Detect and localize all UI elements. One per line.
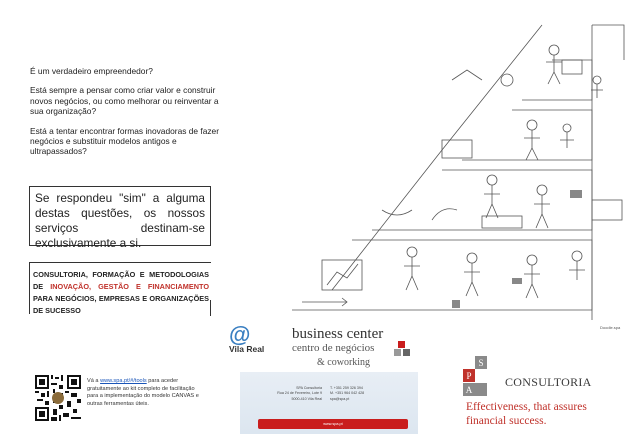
spa-tagline-line2: financial success. bbox=[466, 415, 547, 427]
illustration-credit: Doodle.spa bbox=[600, 325, 621, 330]
divider bbox=[210, 300, 211, 316]
spa-letter-p: P bbox=[466, 371, 472, 381]
services-statement bbox=[29, 262, 211, 314]
bc-subtitle: centro de negócios bbox=[292, 342, 375, 354]
spa-brand-name: CONSULTORIA bbox=[505, 375, 592, 389]
answer-box: Se respondeu "sim" a alguma destas questões, os nossos serviços destinam-se exclusivamente a si. bbox=[29, 186, 211, 246]
bc-subtitle-coworking: & coworking bbox=[317, 357, 371, 368]
at-logo-icon: @ bbox=[229, 322, 251, 347]
bc-address: SPA Consultoria Rua 24 de Fevereiro, Lote 9 5000-410 Vila Real bbox=[277, 386, 322, 401]
spa-tagline-line1: Effectiveness, that assures bbox=[466, 401, 587, 413]
tools-text-after: para aceder gratuitamente ao kit completo de facilitação para a implementação do modelo CANVAS e outras ferramentas úteis. bbox=[87, 378, 199, 407]
tools-text-before: Vá a bbox=[87, 378, 101, 384]
spa-letter-s: S bbox=[478, 358, 484, 368]
spa-logo-icon bbox=[463, 356, 499, 396]
intro-paragraph-innovation: Está a tentar encontrar formas inovadoras de fazer negócios e substituir modelos antigos e ultrapassados? bbox=[30, 125, 220, 157]
qr-code bbox=[35, 375, 81, 421]
intro-question: É um verdadeiro empreendedor? bbox=[30, 66, 153, 76]
bc-city: Vila Real bbox=[229, 344, 265, 354]
tools-info bbox=[87, 378, 205, 408]
bc-title: business center bbox=[292, 326, 384, 342]
services-text-part1: CONSULTORIA, FORMAÇÃO E METODOLOGIAS DE bbox=[33, 270, 209, 291]
spa-letter-a: A bbox=[465, 385, 473, 395]
bc-contacts: T. +351 259 326 394 M. +351 964 042 428 spa@spa.pt bbox=[330, 386, 365, 401]
intro-paragraph-value: Está sempre a pensar como criar valor e construir novos negócios, ou como melhorar ou reinventar a sua organização? bbox=[30, 85, 219, 117]
bc-website[interactable]: www.spa.pt bbox=[258, 419, 408, 429]
doodle-illustration bbox=[292, 20, 632, 320]
services-highlight: INOVAÇÃO, GESTÃO E FINANCIAMENTO bbox=[50, 282, 209, 291]
cubes-logo-icon bbox=[392, 338, 414, 360]
services-text-part3: PARA NEGÓCIOS, EMPRESAS E ORGANIZAÇÕES DE SUCESSO bbox=[33, 294, 209, 315]
intro-text bbox=[30, 66, 220, 166]
tools-link[interactable]: www.spa.pt/#/tools bbox=[100, 378, 147, 384]
